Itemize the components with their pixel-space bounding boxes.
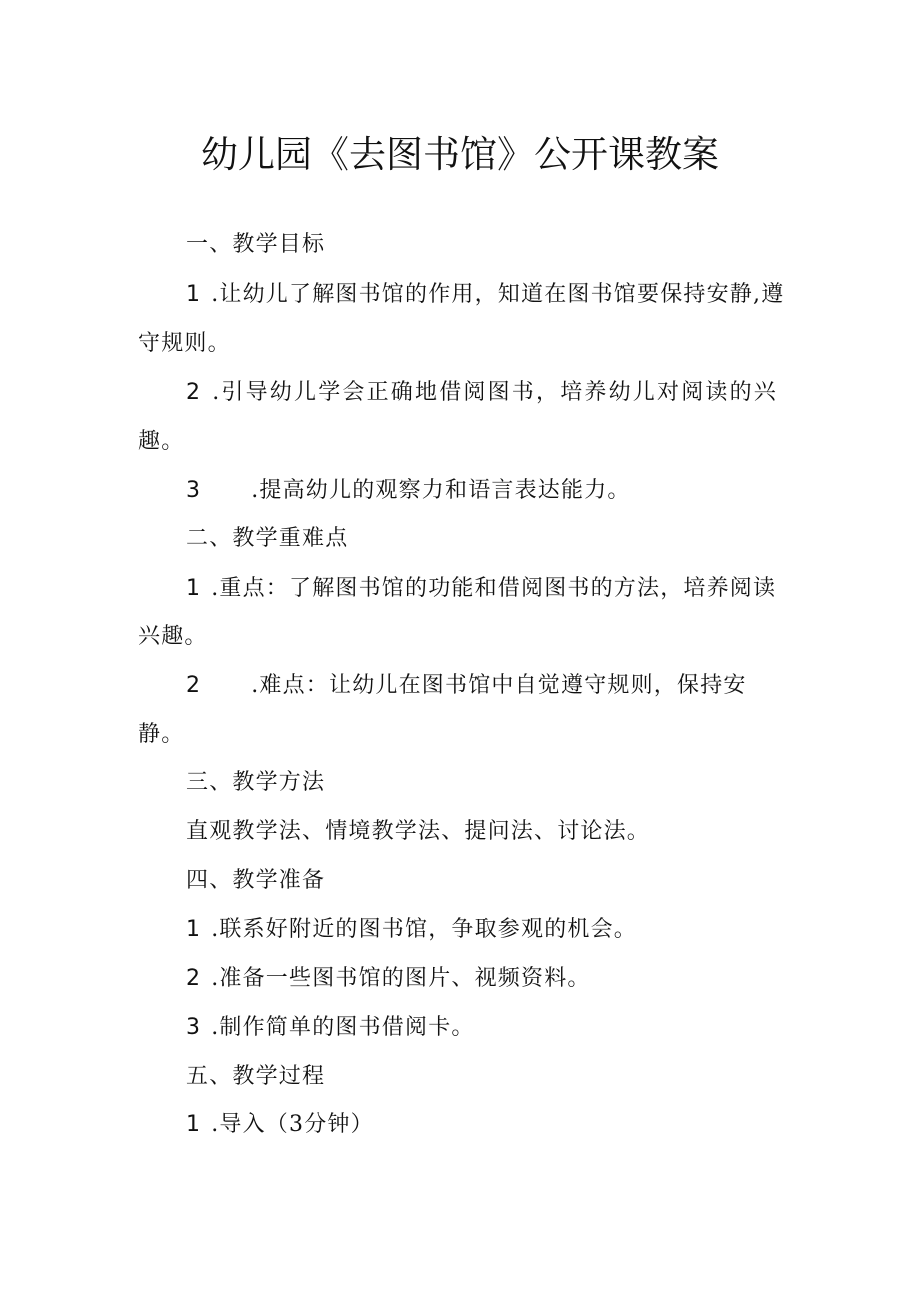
line-text: .联系好附近的图书馆，争取参观的机会。 <box>211 917 637 942</box>
preparation-item-2 <box>186 964 591 994</box>
line-text: 四、教学准备 <box>186 868 326 893</box>
line-text: 五、教学过程 <box>186 1064 326 1089</box>
line-text: 守规则。 <box>138 331 231 356</box>
item-number: 2 <box>186 966 202 991</box>
item-number: 1 <box>186 917 202 942</box>
item-number: 2 <box>186 380 203 405</box>
item-number: 2 <box>186 673 202 698</box>
objective-item-1 <box>186 280 784 310</box>
preparation-item-3 <box>186 1013 475 1043</box>
process-item-1 <box>186 1110 374 1140</box>
section-heading-preparation <box>186 866 325 896</box>
item-number: 1 <box>186 282 202 307</box>
line-text: .导入（3分钟） <box>211 1112 374 1137</box>
methods-text <box>186 817 650 847</box>
key-point-item-1 <box>186 574 776 604</box>
item-number: 3 <box>186 1015 202 1040</box>
line-text: .重点：了解图书馆的功能和借阅图书的方法，培养阅读 <box>211 576 777 601</box>
line-text: .制作简单的图书借阅卡。 <box>211 1015 475 1040</box>
line-text: 兴趣。 <box>138 624 208 649</box>
key-point-item-2-continued <box>138 720 184 750</box>
objective-item-2-continued <box>138 427 184 457</box>
objective-item-2 <box>186 378 778 408</box>
line-text: .难点：让幼儿在图书馆中自觉遵守规则，保持安 <box>251 673 747 698</box>
item-number: 1 <box>186 1112 202 1137</box>
line-text: .提高幼儿的观察力和语言表达能力。 <box>251 478 631 503</box>
item-number: 1 <box>186 576 202 601</box>
line-text: .引导幼儿学会正确地借阅图书，培养幼儿对阅读的兴 <box>212 380 778 405</box>
key-point-item-1-continued <box>138 622 208 652</box>
line-text: 直观教学法、情境教学法、提问法、讨论法。 <box>186 819 651 844</box>
section-heading-methods <box>186 768 325 798</box>
objective-item-3 <box>186 476 631 506</box>
section-heading-key-points <box>186 524 348 554</box>
line-text: 三、教学方法 <box>186 770 326 795</box>
section-heading-objectives <box>186 230 325 260</box>
line-text: 静。 <box>138 722 185 747</box>
line-text: 二、教学重难点 <box>186 526 349 551</box>
objective-item-1-continued <box>138 329 231 359</box>
section-heading-process <box>186 1062 325 1092</box>
line-text: 一、教学目标 <box>186 232 326 257</box>
document-title: 幼儿园《去图书馆》公开课教案 <box>201 133 719 176</box>
key-point-item-2 <box>186 671 747 701</box>
line-text: 趣。 <box>138 429 185 454</box>
item-number: 3 <box>186 478 202 503</box>
line-text: .准备一些图书馆的图片、视频资料。 <box>211 966 591 991</box>
preparation-item-1 <box>186 915 637 945</box>
line-text: .让幼儿了解图书馆的作用，知道在图书馆要保持安静,遵 <box>211 282 785 307</box>
